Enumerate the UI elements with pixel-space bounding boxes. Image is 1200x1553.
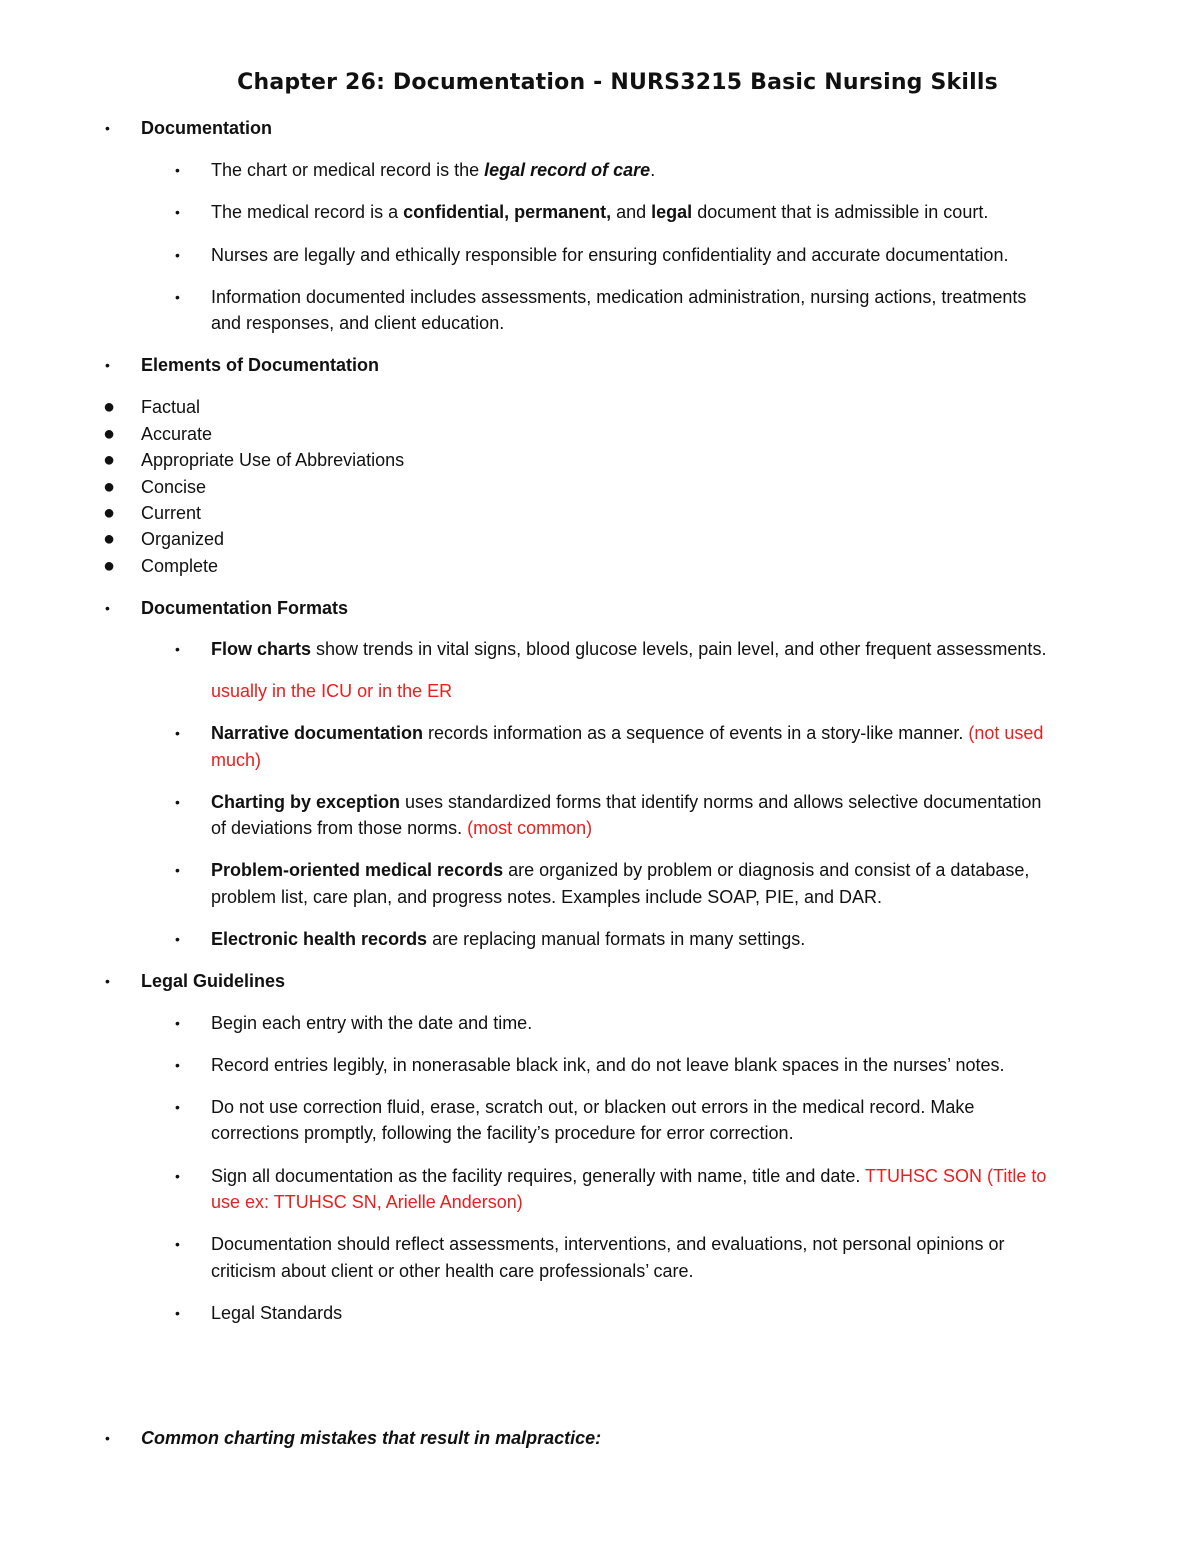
bullet: • — [175, 162, 180, 178]
list-item: Electronic health records are replacing manual formats in many settings. — [211, 929, 806, 949]
bullet: ● — [103, 528, 116, 550]
list-item-continuation: corrections promptly, following the facility’s procedure for error correction. — [211, 1123, 794, 1143]
bullet: • — [105, 357, 110, 373]
section-heading-mistakes: Common charting mistakes that result in malpractice: — [141, 1428, 602, 1448]
bullet: • — [175, 1015, 180, 1031]
list-item: Problem-oriented medical records are organized by problem or diagnosis and consist of a database, — [211, 860, 1030, 880]
section-heading-formats: Documentation Formats — [141, 598, 349, 618]
bullet: ● — [103, 396, 116, 418]
section-heading-documentation: Documentation — [141, 118, 273, 138]
bullet: • — [105, 600, 110, 616]
bullet: • — [175, 1057, 180, 1073]
list-item: Accurate — [141, 424, 213, 444]
bullet: • — [175, 641, 180, 657]
list-item: The chart or medical record is the legal record of care. — [211, 160, 656, 180]
list-item: Record entries legibly, in nonerasable black ink, and do not leave blank spaces in the nurses’ notes. — [211, 1055, 1005, 1075]
list-item: Narrative documentation records information as a sequence of events in a story-like manner. (not used — [211, 723, 1044, 743]
list-item: Sign all documentation as the facility requires, generally with name, title and date. TTUHSC SON (Title to — [211, 1166, 1047, 1186]
bullet: • — [175, 794, 180, 810]
list-item: Nurses are legally and ethically responsible for ensuring confidentiality and accurate documentation. — [211, 245, 1009, 265]
list-item-continuation: and responses, and client education. — [211, 313, 505, 333]
bullet: • — [175, 862, 180, 878]
bullet: • — [175, 1236, 180, 1252]
list-item-continuation: problem list, care plan, and progress notes. Examples include SOAP, PIE, and DAR. — [211, 887, 883, 907]
list-item: Do not use correction fluid, erase, scratch out, or blacken out errors in the medical record. Make — [211, 1097, 975, 1117]
section-heading-elements: Elements of Documentation — [141, 355, 380, 375]
annotation-note: use ex: TTUHSC SN, Arielle Anderson) — [211, 1192, 523, 1212]
bullet: • — [175, 725, 180, 741]
list-item-continuation: criticism about client or other health care professionals’ care. — [211, 1261, 694, 1281]
section-heading-legal: Legal Guidelines — [141, 971, 286, 991]
list-item: Begin each entry with the date and time. — [211, 1013, 533, 1033]
bullet: • — [175, 247, 180, 263]
bullet: • — [105, 973, 110, 989]
annotation-note: much) — [211, 750, 262, 770]
bullet: ● — [103, 423, 116, 445]
bullet: ● — [103, 476, 116, 498]
annotation-note: usually in the ICU or in the ER — [211, 681, 453, 701]
list-item: Complete — [141, 556, 219, 576]
page-title: Chapter 26: Documentation - NURS3215 Basic Nursing Skills — [237, 70, 998, 95]
list-item: Charting by exception uses standardized forms that identify norms and allows selective documentation — [211, 792, 1042, 812]
bullet: • — [175, 931, 180, 947]
list-item: Factual — [141, 397, 201, 417]
list-item: Concise — [141, 477, 207, 497]
bullet: ● — [103, 555, 116, 577]
bullet: • — [105, 120, 110, 136]
list-item: Legal Standards — [211, 1303, 343, 1323]
bullet: • — [175, 1099, 180, 1115]
bullet: • — [175, 204, 180, 220]
list-item: Appropriate Use of Abbreviations — [141, 450, 405, 470]
list-item: Documentation should reflect assessments, interventions, and evaluations, not personal opinions or — [211, 1234, 1005, 1254]
list-item: Organized — [141, 529, 225, 549]
bullet: • — [175, 289, 180, 305]
list-item: Information documented includes assessments, medication administration, nursing actions, treatments — [211, 287, 1027, 307]
list-item: Flow charts show trends in vital signs, blood glucose levels, pain level, and other frequent assessments. — [211, 639, 1047, 659]
list-item: Current — [141, 503, 202, 523]
bullet: • — [175, 1168, 180, 1184]
list-item: The medical record is a confidential, permanent, and legal document that is admissible in court. — [211, 202, 989, 222]
bullet: • — [175, 1305, 180, 1321]
list-item-continuation: of deviations from those norms. (most common) — [211, 818, 593, 838]
bullet: ● — [103, 449, 116, 471]
bullet: • — [105, 1430, 110, 1446]
bullet: ● — [103, 502, 116, 524]
